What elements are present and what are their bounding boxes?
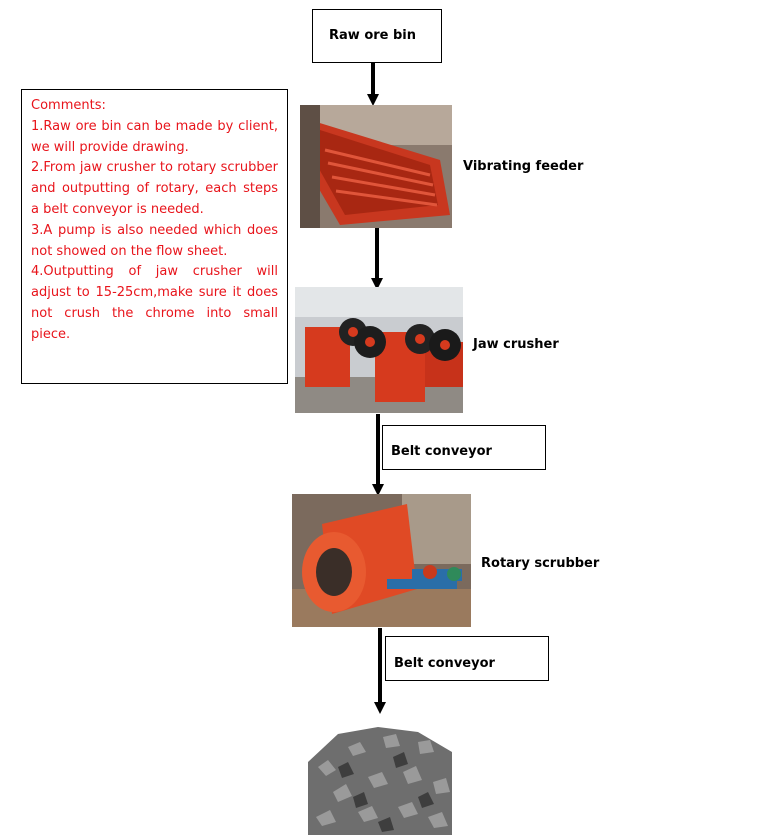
- comment-item-1: 1.Raw ore bin can be made by client, we will provide drawing.: [31, 118, 278, 155]
- raw-ore-bin-box: [312, 9, 442, 63]
- comment-item-4: 4.Outputting of jaw crusher will adjust to 15-25cm,make sure it does not crush the chrome into small piece.: [31, 264, 278, 342]
- raw-ore-bin-label: Raw ore bin: [329, 28, 417, 43]
- jaw-crusher-image: [295, 287, 463, 413]
- arrow-head-4: [374, 702, 386, 714]
- belt-conveyor-box-2: [385, 636, 549, 681]
- comment-item-2: 2.From jaw crusher to rotary scrubber and outputting of rotary, each steps a belt conveyor is needed.: [31, 160, 278, 217]
- chrome-ore-image: [308, 722, 452, 835]
- rotary-scrubber-image: [292, 494, 471, 627]
- comments-title: Comments:: [31, 98, 106, 113]
- vibrating-feeder-label: Vibrating feeder: [463, 159, 584, 174]
- comments-box: [21, 89, 288, 384]
- jaw-crusher-label: Jaw crusher: [473, 337, 559, 352]
- comment-item-3: 3.A pump is also needed which does not showed on the flow sheet.: [31, 222, 278, 259]
- belt-conveyor-label-1: Belt conveyor: [391, 444, 492, 459]
- belt-conveyor-label-2: Belt conveyor: [394, 656, 495, 671]
- rotary-scrubber-label: Rotary scrubber: [481, 556, 600, 571]
- belt-conveyor-box-1: [382, 425, 546, 470]
- vibrating-feeder-image: [300, 105, 452, 228]
